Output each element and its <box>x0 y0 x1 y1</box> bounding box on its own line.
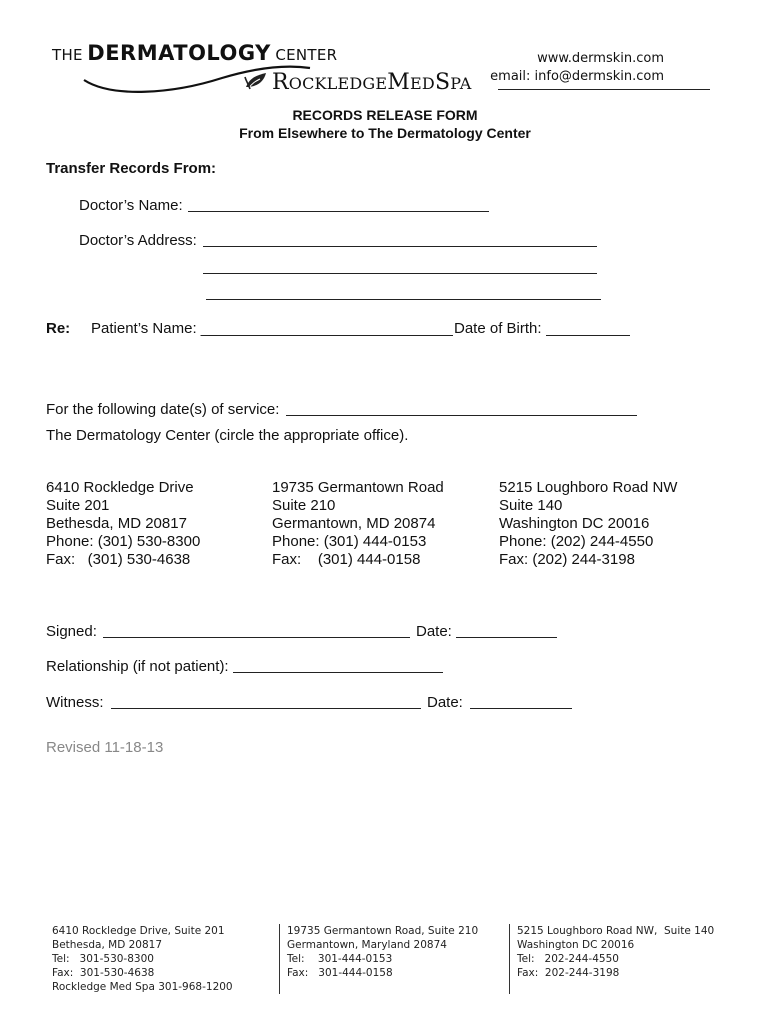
office-city: Germantown, MD 20874 <box>272 515 436 532</box>
patient-name-field[interactable] <box>217 335 453 336</box>
footer-line: 5215 Loughboro Road NW, Suite 140 <box>517 925 715 937</box>
footer-line: 19735 Germantown Road, Suite 210 <box>287 925 479 937</box>
relationship-label: Relationship (if not patient): <box>46 658 229 675</box>
office-fax: Fax: (301) 444-0158 <box>272 551 421 568</box>
relationship-field[interactable] <box>233 672 443 673</box>
logo-dermatology: DERMATOLOGY <box>87 41 271 65</box>
contact-info <box>480 50 664 86</box>
re-label: Re: <box>46 320 71 337</box>
spa-ockledge: OCKLEDGE <box>288 74 388 93</box>
footer-germantown <box>287 924 478 980</box>
spa-pa: PA <box>450 74 472 93</box>
office-city: Bethesda, MD 20817 <box>46 515 187 532</box>
office-phone: Phone: (301) 444-0153 <box>272 533 427 550</box>
dob-field[interactable] <box>546 335 630 336</box>
footer-line: Washington DC 20016 <box>517 939 635 951</box>
spa-ed: ED <box>410 74 435 93</box>
office-phone: Phone: (202) 244-4550 <box>499 533 654 550</box>
doctor-address-field-2[interactable] <box>203 273 597 274</box>
office-fax: Fax: (301) 530-4638 <box>46 551 191 568</box>
transfer-from-heading: Transfer Records From: <box>46 160 217 177</box>
signature-field[interactable] <box>103 637 410 638</box>
footer-rockledge <box>52 924 233 994</box>
footer-line: Fax: 301-444-0158 <box>287 967 393 979</box>
footer-line: Bethesda, MD 20817 <box>52 939 163 951</box>
spa-s: S <box>434 70 451 95</box>
website-link[interactable]: www.dermskin.com <box>537 51 664 66</box>
leaf-icon <box>244 71 270 91</box>
office-address2: Suite 210 <box>272 497 336 514</box>
revision-note: Revised 11-18-13 <box>46 739 164 756</box>
signed-date-field[interactable] <box>456 637 557 638</box>
office-address1: 6410 Rockledge Drive <box>46 479 194 496</box>
footer-line: Germantown, Maryland 20874 <box>287 939 447 951</box>
spa-m: M <box>387 70 411 95</box>
footer-divider <box>279 924 280 994</box>
witness-label: Witness: <box>46 694 104 711</box>
office-fax: Fax: (202) 244-3198 <box>499 551 635 568</box>
doctor-address-field-1[interactable] <box>203 246 597 247</box>
office-phone: Phone: (301) 530-8300 <box>46 533 201 550</box>
email-link[interactable]: email: info@dermskin.com <box>490 69 664 84</box>
footer-line: Rockledge Med Spa 301-968-1200 <box>52 981 233 993</box>
form-title: RECORDS RELEASE FORM <box>292 107 478 123</box>
office-address2: Suite 140 <box>499 497 563 514</box>
footer-line: Tel: 301-444-0153 <box>287 953 393 965</box>
office-address1: 19735 Germantown Road <box>272 479 444 496</box>
signed-label: Signed: <box>46 623 97 640</box>
witness-date-label: Date: <box>427 694 463 711</box>
witness-date-field[interactable] <box>470 708 572 709</box>
doctor-address-label: Doctor’s Address: <box>79 232 197 249</box>
footer-line: Tel: 301-530-8300 <box>52 953 154 965</box>
circle-office-instruction: The Dermatology Center (circle the appropriate office). <box>46 427 409 444</box>
spa-r: R <box>272 70 289 95</box>
logo-center: CENTER <box>275 46 338 64</box>
office-address1: 5215 Loughboro Road NW <box>499 479 678 496</box>
rockledge-medspa-logo <box>244 70 471 95</box>
doctor-name-label: Doctor’s Name: <box>79 197 183 214</box>
footer-line: Tel: 202-244-4550 <box>517 953 619 965</box>
office-rockledge[interactable] <box>46 479 200 569</box>
signed-date-label: Date: <box>416 623 452 640</box>
footer-line: 6410 Rockledge Drive, Suite 201 <box>52 925 225 937</box>
office-city: Washington DC 20016 <box>499 515 650 532</box>
logo-the: THE <box>52 46 83 64</box>
office-washington[interactable] <box>499 479 677 569</box>
office-address2: Suite 201 <box>46 497 110 514</box>
service-dates-field[interactable] <box>286 415 637 416</box>
service-dates-label: For the following date(s) of service: <box>46 401 280 418</box>
form-subtitle: From Elsewhere to The Dermatology Center <box>239 125 531 141</box>
doctor-name-field[interactable] <box>188 211 489 212</box>
office-germantown[interactable] <box>272 479 444 569</box>
dob-label: Date of Birth: <box>454 320 542 337</box>
footer-washington <box>517 924 714 980</box>
footer-line: Fax: 202-244-3198 <box>517 967 620 979</box>
footer-divider <box>509 924 510 994</box>
doctor-address-field-3[interactable] <box>206 299 601 300</box>
patient-name-label: Patient’s Name: __ <box>91 320 218 337</box>
witness-field[interactable] <box>111 708 421 709</box>
header-rule <box>498 89 710 90</box>
footer-line: Fax: 301-530-4638 <box>52 967 155 979</box>
